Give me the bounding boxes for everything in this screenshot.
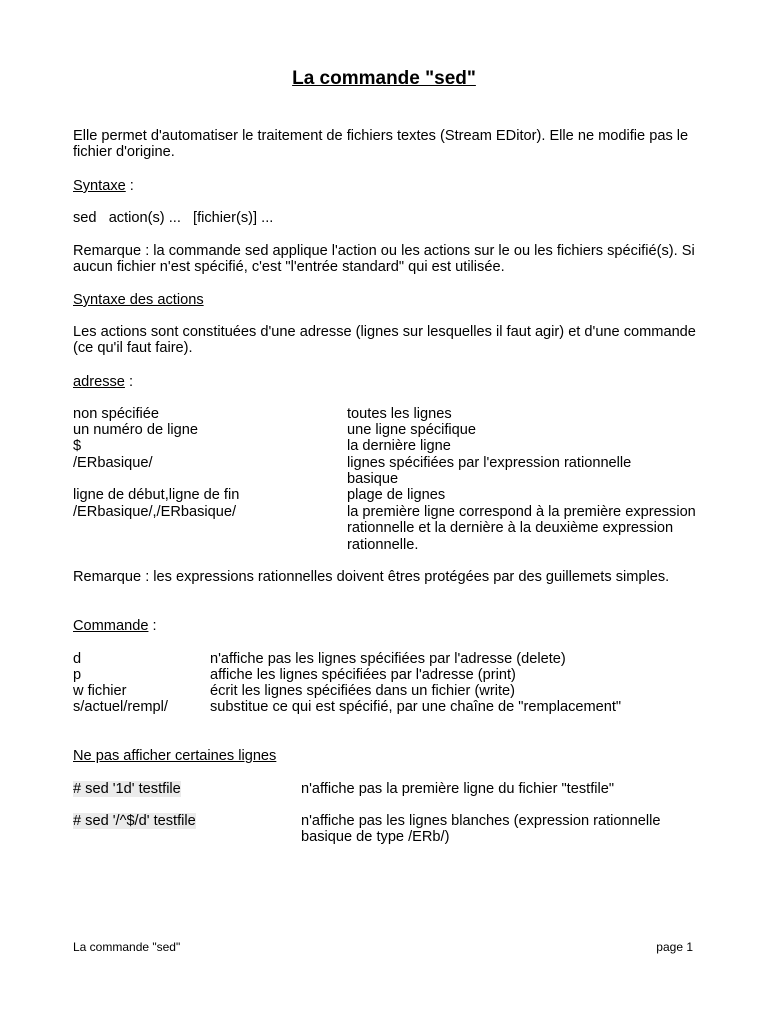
address-description: toutes les lignes bbox=[347, 406, 452, 422]
syntax-line: sed action(s) ... [fichier(s)] ... bbox=[73, 210, 274, 226]
address-row bbox=[73, 422, 713, 438]
command-heading: Commande bbox=[73, 618, 149, 634]
actions-paragraph: Les actions sont constituées d'une adresse (lignes sur lesquelles il faut agir) et d'une commande (ce qu'il faut faire). bbox=[73, 324, 696, 357]
address-term: $ bbox=[73, 438, 82, 454]
example-description: n'affiche pas les lignes blanches (expression rationnelle basique de type /ERb/) bbox=[301, 813, 661, 846]
command-row bbox=[73, 699, 713, 715]
example-row bbox=[73, 781, 713, 797]
address-heading: adresse bbox=[73, 374, 125, 390]
address-term: un numéro de ligne bbox=[73, 422, 198, 438]
page-number: page 1 bbox=[656, 940, 693, 954]
command-description: affiche les lignes spécifiées par l'adresse (print) bbox=[210, 667, 516, 683]
intro-paragraph: Elle permet d'automatiser le traitement de fichiers textes (Stream EDitor). Elle ne modifie pas le fichier d'origine. bbox=[73, 128, 689, 161]
example-command: # sed '/^$/d' testfile bbox=[73, 813, 196, 829]
example-description: n'affiche pas la première ligne du fichier "testfile" bbox=[301, 781, 615, 797]
command-description: n'affiche pas les lignes spécifiées par l'adresse (delete) bbox=[210, 651, 566, 667]
command-description: substitue ce qui est spécifié, par une chaîne de "remplacement" bbox=[210, 699, 622, 715]
command-heading-suffix: : bbox=[148, 618, 157, 634]
address-heading-suffix: : bbox=[124, 374, 134, 390]
footer-title: La commande "sed" bbox=[73, 940, 181, 954]
address-description: lignes spécifiées par l'expression rationnelle basique bbox=[347, 455, 632, 488]
address-row bbox=[73, 487, 713, 503]
command-row bbox=[73, 651, 713, 667]
page-title: La commande "sed" bbox=[292, 68, 476, 89]
remark-paragraph-2: Remarque : les expressions rationnelles doivent êtres protégées par des guillemets simples. bbox=[73, 569, 670, 585]
command-row bbox=[73, 683, 713, 699]
command-heading-line bbox=[73, 618, 698, 634]
command-term: p bbox=[73, 667, 82, 683]
address-description: une ligne spécifique bbox=[347, 422, 477, 438]
command-term: s/actuel/rempl/ bbox=[73, 699, 168, 715]
syntax-heading-line bbox=[73, 178, 698, 194]
address-term: /ERbasique/ bbox=[73, 455, 153, 471]
example-command: # sed '1d' testfile bbox=[73, 781, 181, 797]
remark-paragraph-1: Remarque : la commande sed applique l'action ou les actions sur le ou les fichiers spécifié(s). Si aucun fichier n'est spécifié, c'est "l'entrée standard" qui est utilisée. bbox=[73, 243, 695, 276]
syntax-heading: Syntaxe bbox=[73, 178, 126, 194]
actions-heading-line bbox=[73, 292, 698, 308]
command-term: w fichier bbox=[73, 683, 127, 699]
address-row bbox=[73, 438, 713, 454]
examples-heading-line bbox=[73, 748, 698, 764]
address-term: /ERbasique/,/ERbasique/ bbox=[73, 504, 237, 520]
address-row bbox=[73, 406, 713, 422]
address-term: ligne de début,ligne de fin bbox=[73, 487, 240, 503]
syntax-heading-suffix: : bbox=[125, 178, 134, 194]
examples-heading: Ne pas afficher certaines lignes bbox=[73, 748, 277, 764]
command-description: écrit les lignes spécifiées dans un fichier (write) bbox=[210, 683, 515, 699]
address-description: la dernière ligne bbox=[347, 438, 451, 454]
address-heading-line bbox=[73, 374, 698, 390]
command-term: d bbox=[73, 651, 82, 667]
command-row bbox=[73, 667, 713, 683]
address-term: non spécifiée bbox=[73, 406, 160, 422]
address-description: la première ligne correspond à la première expression rationnelle et la dernière à la deuxième expression rationnelle. bbox=[347, 504, 696, 553]
actions-heading: Syntaxe des actions bbox=[73, 292, 204, 308]
address-description: plage de lignes bbox=[347, 487, 446, 503]
